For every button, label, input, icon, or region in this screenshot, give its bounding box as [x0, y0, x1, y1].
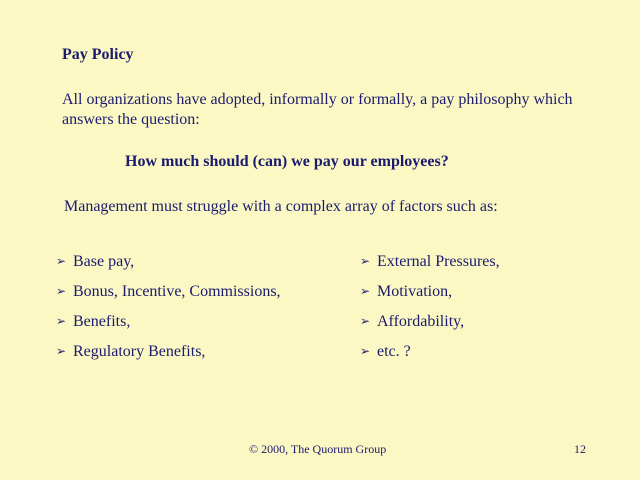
- key-question: How much should (can) we pay our employees?: [125, 153, 449, 170]
- list-item-label: Bonus, Incentive, Commissions,: [73, 283, 281, 300]
- slide-title: Pay Policy: [62, 46, 134, 63]
- list-item-label: etc. ?: [377, 343, 411, 360]
- arrow-bullet-icon: ➢: [56, 254, 67, 268]
- list-item-label: External Pressures,: [377, 253, 500, 270]
- list-item-label: Affordability,: [377, 313, 465, 330]
- list-item: [56, 341, 281, 371]
- arrow-bullet-icon: ➢: [56, 284, 67, 298]
- list-item: [360, 311, 500, 341]
- arrow-bullet-icon: ➢: [360, 254, 371, 268]
- factors-lead-text: Management must struggle with a complex array of factors such as:: [64, 198, 498, 215]
- list-item: [56, 251, 281, 281]
- arrow-bullet-icon: ➢: [360, 314, 371, 328]
- list-item: [360, 341, 500, 371]
- list-item: [56, 281, 281, 311]
- list-item-label: Benefits,: [73, 313, 131, 330]
- intro-paragraph: All organizations have adopted, informally or formally, a pay philosophy which answers the question:: [62, 91, 573, 128]
- list-item-label: Base pay,: [73, 253, 135, 270]
- list-item: [56, 311, 281, 341]
- footer-copyright: © 2000, The Quorum Group: [249, 442, 387, 456]
- factors-list-right: [360, 251, 500, 371]
- arrow-bullet-icon: ➢: [56, 344, 67, 358]
- factors-list-left: [56, 251, 281, 371]
- page-number: 12: [574, 442, 586, 456]
- arrow-bullet-icon: ➢: [360, 344, 371, 358]
- arrow-bullet-icon: ➢: [56, 314, 67, 328]
- arrow-bullet-icon: ➢: [360, 284, 371, 298]
- list-item-label: Regulatory Benefits,: [73, 343, 206, 360]
- list-item: [360, 281, 500, 311]
- list-item-label: Motivation,: [377, 283, 453, 300]
- list-item: [360, 251, 500, 281]
